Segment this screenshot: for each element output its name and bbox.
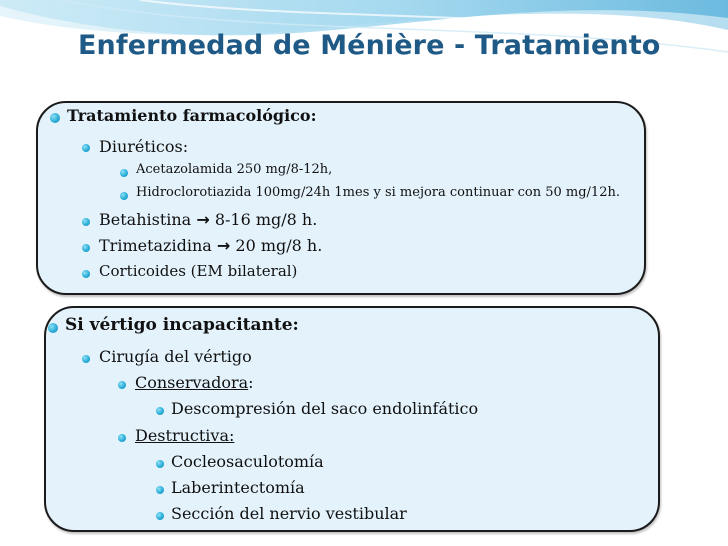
hidroclorotiazida-item: Hidroclorotiazida 100mg/24h 1mes y si mejora continuar con 50 mg/12h. <box>136 185 620 200</box>
round-bullet-icon <box>120 169 128 177</box>
round-bullet-icon <box>82 355 90 363</box>
trimetazidina-label: Trimetazidina <box>99 236 212 255</box>
round-bullet-icon <box>82 218 90 226</box>
seccion-nervio-item: Sección del nervio vestibular <box>171 504 407 523</box>
round-bullet-icon <box>156 407 164 415</box>
conservadora-colon: : <box>248 373 254 392</box>
round-bullet-icon <box>82 244 90 252</box>
round-bullet-icon <box>82 144 90 152</box>
conservadora-item <box>135 373 254 392</box>
diureticos-label: Diuréticos: <box>99 137 189 156</box>
round-bullet-icon <box>156 460 164 468</box>
betahistina-label: Betahistina <box>99 210 192 229</box>
round-bullet-icon <box>48 323 58 333</box>
round-bullet-icon <box>82 270 90 278</box>
cirugia-item: Cirugía del vértigo <box>99 347 252 366</box>
round-bullet-icon <box>50 113 60 123</box>
betahistina-item <box>99 210 317 229</box>
right-arrow-icon: → <box>216 236 231 255</box>
destructiva-item: Destructiva: <box>135 426 235 445</box>
descompresion-item: Descompresión del saco endolinfático <box>171 399 479 418</box>
round-bullet-icon <box>118 434 126 442</box>
surgical-treatment-box <box>44 306 660 532</box>
trimetazidina-dose: 20 mg/8 h. <box>235 236 323 255</box>
section2-heading: Si vértigo incapacitante: <box>65 315 299 335</box>
trimetazidina-item <box>99 236 322 255</box>
cocleosaculotomia-item: Cocleosaculotomía <box>171 452 324 471</box>
laberintectomia-item: Laberintectomía <box>171 478 305 497</box>
round-bullet-icon <box>120 192 128 200</box>
round-bullet-icon <box>156 486 164 494</box>
right-arrow-icon: → <box>196 210 210 229</box>
page-title: Enfermedad de Ménière - Tratamiento <box>78 30 661 61</box>
section1-heading: Tratamiento farmacológico: <box>67 106 317 125</box>
round-bullet-icon <box>156 512 164 520</box>
corticoides-item: Corticoides (EM bilateral) <box>99 262 298 280</box>
conservadora-label: Conservadora <box>135 373 249 392</box>
round-bullet-icon <box>118 381 126 389</box>
acetazolamida-item: Acetazolamida 250 mg/8-12h, <box>136 162 333 177</box>
betahistina-dose: 8-16 mg/8 h. <box>214 210 318 229</box>
